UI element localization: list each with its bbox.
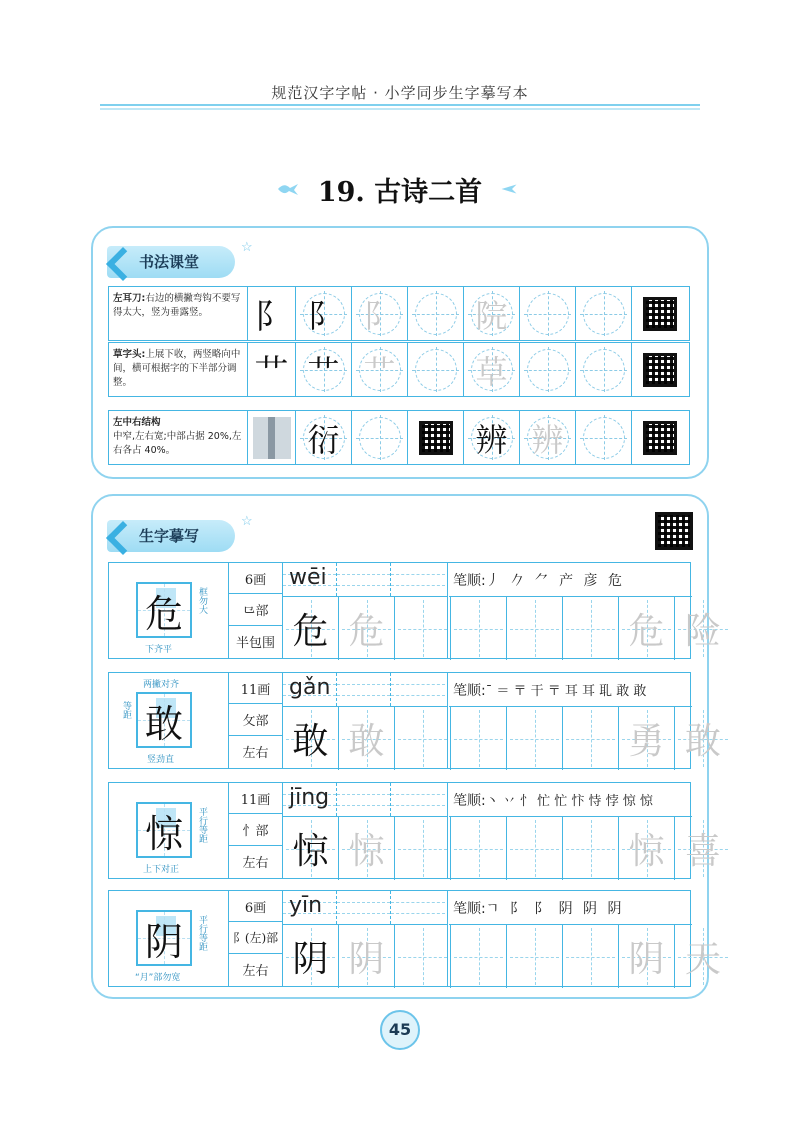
practice-cell[interactable]: 衍 bbox=[295, 411, 351, 464]
note: 等距 bbox=[121, 701, 131, 719]
header-divider bbox=[100, 104, 700, 110]
calligraphy-row bbox=[108, 410, 690, 465]
model-char: 阴 bbox=[144, 919, 183, 964]
practice-cell[interactable] bbox=[519, 287, 575, 340]
note: 竖劲直 bbox=[147, 755, 175, 765]
rule-text: 左耳刀:右边的横撇弯钩不要写得太大，竖为垂露竖。 bbox=[113, 293, 241, 318]
rule-text: 草字头:上展下收，两竖略向中间，横可根据字的下半部分调整。 bbox=[113, 349, 241, 388]
char-model bbox=[109, 891, 229, 986]
char-row bbox=[108, 672, 721, 769]
note: 上下对正 bbox=[143, 865, 180, 875]
trace-grid[interactable]: 危 危 危 险 bbox=[283, 597, 731, 660]
practice-cell[interactable]: 辨 bbox=[463, 411, 519, 464]
calligraphy-row bbox=[108, 286, 690, 341]
practice-cell[interactable]: 辨 bbox=[519, 411, 575, 464]
model-char: 危 bbox=[144, 591, 183, 636]
lesson-title: 19. 古诗二首 bbox=[317, 177, 483, 208]
trace-grid[interactable]: 敢 敢 勇 敢 bbox=[283, 707, 731, 770]
qr-code[interactable] bbox=[407, 411, 463, 464]
note: 两撇对齐 bbox=[143, 680, 180, 690]
radical-sample: 阝 bbox=[247, 287, 295, 340]
star-icon: ☆ bbox=[241, 240, 253, 255]
note: 下齐平 bbox=[145, 645, 173, 655]
qr-code[interactable] bbox=[631, 287, 687, 340]
model-char: 惊 bbox=[144, 811, 183, 856]
practice-panel bbox=[91, 494, 721, 999]
practice-cell[interactable] bbox=[407, 343, 463, 396]
note: “月”部勿宽 bbox=[135, 973, 181, 983]
char-model bbox=[109, 783, 229, 878]
trace-grid[interactable]: 阴 阴 阴 天 bbox=[283, 925, 731, 988]
note: 平行等距 bbox=[197, 915, 207, 951]
char-model bbox=[109, 563, 229, 658]
stroke-order: 笔顺: 丿 𠂊 ⺈ 产 彦 危 bbox=[449, 563, 692, 597]
qr-code[interactable] bbox=[655, 512, 693, 550]
calligraphy-panel bbox=[91, 226, 709, 479]
char-row bbox=[108, 890, 721, 987]
char-model bbox=[109, 673, 229, 768]
pinyin-line: gǎn bbox=[283, 673, 447, 707]
practice-cell[interactable]: 草 bbox=[463, 343, 519, 396]
stroke-order: 笔顺: ˉ ＝ 〒 干 〒 耳 耳 耴 敢 敢 bbox=[449, 673, 692, 707]
pinyin-line: wēi bbox=[283, 563, 447, 597]
practice-cell[interactable] bbox=[575, 343, 631, 396]
model-char: 敢 bbox=[144, 701, 183, 746]
bird-icon bbox=[276, 180, 300, 198]
char-info: 6画 阝(左)部 左右 bbox=[229, 891, 283, 986]
practice-cell[interactable]: 艹 bbox=[295, 343, 351, 396]
calligraphy-tag: 书法课堂 bbox=[107, 246, 235, 278]
pinyin-line: yīn bbox=[283, 891, 447, 925]
char-info: 11画 攵部 左右 bbox=[229, 673, 283, 768]
radical-sample: 艹 bbox=[247, 343, 295, 396]
star-icon: ☆ bbox=[241, 514, 253, 529]
practice-cell[interactable] bbox=[519, 343, 575, 396]
plane-icon bbox=[500, 182, 518, 196]
note: 平行等距 bbox=[197, 807, 207, 843]
pinyin-line: jīng bbox=[283, 783, 447, 817]
practice-cell[interactable]: 艹 bbox=[351, 343, 407, 396]
practice-cell[interactable] bbox=[407, 287, 463, 340]
structure-diagram bbox=[247, 411, 295, 464]
practice-cell[interactable] bbox=[351, 411, 407, 464]
rule-text: 左中右结构 中窄,左右宽;中部占据 20%,左右各占 40%。 bbox=[113, 417, 242, 456]
practice-tag: 生字摹写 bbox=[107, 520, 235, 552]
practice-cell[interactable]: 阝 bbox=[295, 287, 351, 340]
stroke-order: 笔顺: 丶 丷 忄 忙 忙 忭 恃 悖 惊 惊 bbox=[449, 783, 692, 817]
qr-code[interactable] bbox=[631, 343, 687, 396]
practice-cell[interactable] bbox=[575, 411, 631, 464]
note: 框勿大 bbox=[197, 587, 207, 614]
stroke-order: 笔顺: ㄱ 阝 阝 阴 阴 阴 bbox=[449, 891, 692, 925]
char-info: 11画 忄部 左右 bbox=[229, 783, 283, 878]
practice-cell[interactable]: 院 bbox=[463, 287, 519, 340]
page-header: 规范汉字字帖 · 小学同步生字摹写本 bbox=[271, 84, 529, 102]
trace-grid[interactable]: 惊 惊 惊 喜 bbox=[283, 817, 731, 880]
qr-code[interactable] bbox=[631, 411, 687, 464]
char-info: 6画 ⺋部 半包围 bbox=[229, 563, 283, 658]
practice-cell[interactable]: 阝 bbox=[351, 287, 407, 340]
page-number: 45 bbox=[380, 1010, 420, 1050]
char-row bbox=[108, 782, 721, 879]
calligraphy-row bbox=[108, 342, 690, 397]
char-row bbox=[108, 562, 721, 659]
practice-cell[interactable] bbox=[575, 287, 631, 340]
